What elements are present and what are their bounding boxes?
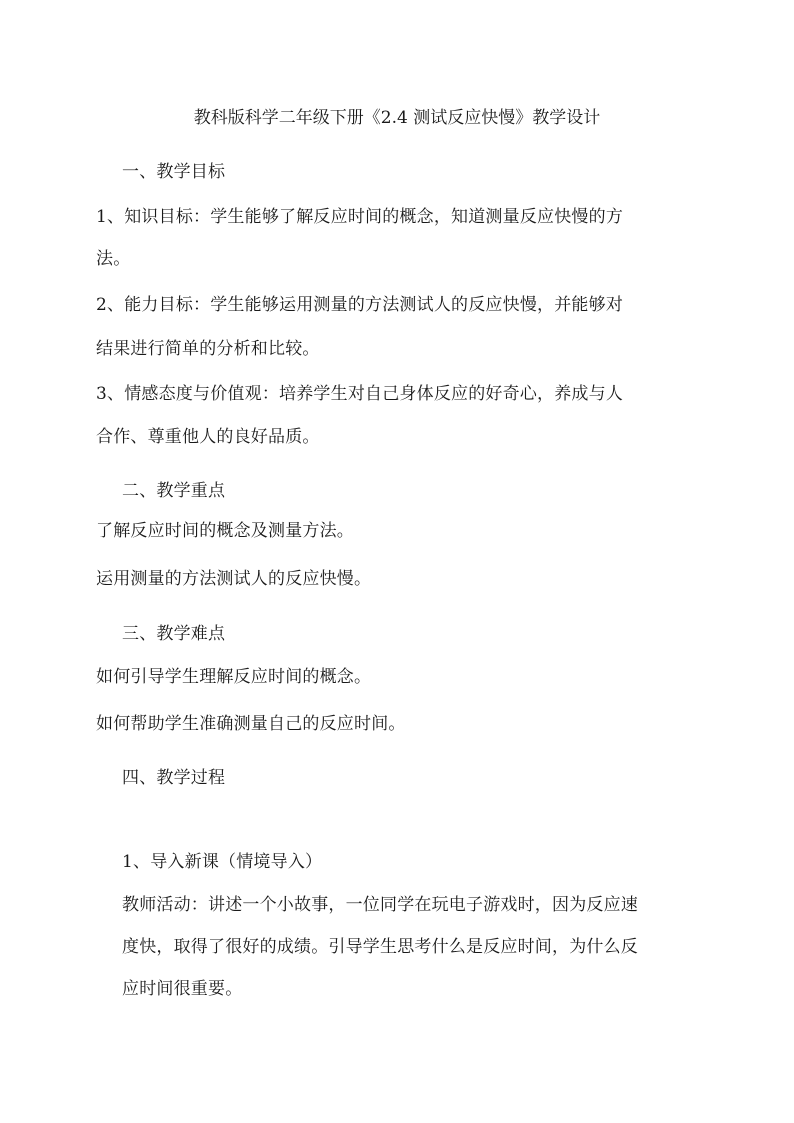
step-heading-introduction: 1、导入新课（情境导入） [122,852,323,872]
objective-knowledge-line1: 1、知识目标：学生能够了解反应时间的概念，知道测量反应快慢的方 [96,207,624,227]
objective-attitude-line1: 3、情感态度与价值观：培养学生对自己身体反应的好奇心，养成与人 [96,384,624,404]
section-heading-process: 四、教学过程 [122,768,226,788]
difficulty-item: 如何帮助学生准确测量自己的反应时间。 [96,714,406,734]
section-heading-objectives: 一、教学目标 [122,162,226,182]
step-text-line1: 教师活动：讲述一个小故事，一位同学在玩电子游戏时，因为反应速 [122,895,638,915]
difficulty-item: 如何引导学生理解反应时间的概念。 [96,667,372,687]
objective-attitude-line2: 合作、尊重他人的良好品质。 [96,427,320,447]
section-heading-key-points: 二、教学重点 [122,481,226,501]
key-point-item: 运用测量的方法测试人的反应快慢。 [96,569,372,589]
objective-ability-line2: 结果进行简单的分析和比较。 [96,339,320,359]
section-heading-difficulties: 三、教学难点 [122,624,226,644]
step-text-line2: 度快，取得了很好的成绩。引导学生思考什么是反应时间，为什么反 [122,937,638,957]
step-text-line3: 应时间很重要。 [122,979,243,999]
objective-ability-line1: 2、能力目标：学生能够运用测量的方法测试人的反应快慢，并能够对 [96,295,624,315]
objective-knowledge-line2: 法。 [96,249,131,269]
key-point-item: 了解反应时间的概念及测量方法。 [96,521,354,541]
page-title: 教科版科学二年级下册《2.4 测试反应快慢》教学设计 [193,108,601,128]
